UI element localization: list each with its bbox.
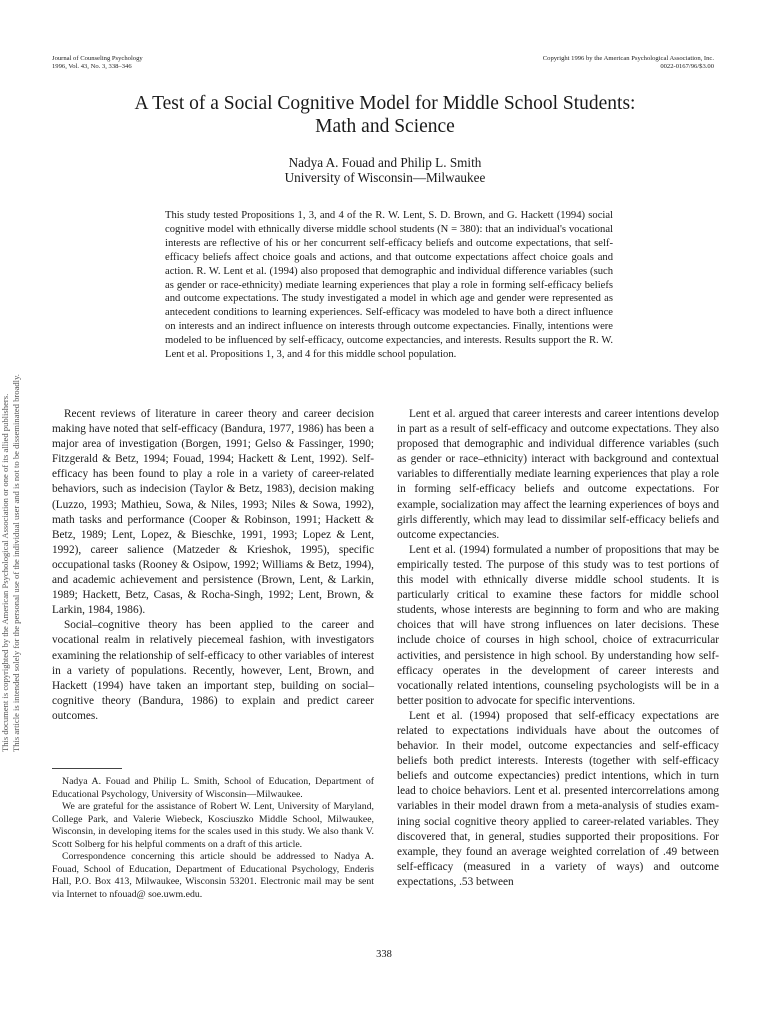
footnote-divider [52,768,122,769]
copyright-side-notice [0,52,22,752]
author-affiliation: University of Wisconsin—Milwaukee [284,170,486,185]
left-column [52,407,374,724]
page-number: 338 [376,949,392,960]
copyright-notice: Copyright 1996 by the American Psychological Association, Inc. [542,55,714,62]
article-code: 0022-0167/96/$3.00 [660,63,714,70]
body-paragraph: Lent et al. (1994) proposed that self-efficacy expectations are related to expectations individuals have about the outcomes of behavior. In their model, outcome expectancies and self-efficacy beliefs both predict interests. Interests (together with self-efficacy beliefs and outcome expectancies) predict intentions, which in turn lead to choice behaviors. Lent et al. presented intercorrelations among variables in their model drawn from a meta-analysis of studies examining social cognitive theory applied to career-related variables. They discovered that, in general, studies supported their propositions. For example, they found an average weighted correlation of .49 between self-efficacy (measured in a variety of ways) and outcome expectations, .53 between [397,709,719,888]
body-paragraph: Social–cognitive theory has been applied to the career and vocational realm in relatively piecemeal fashion, with investigators examining the relationship of self-efficacy to other variables of interest in a variety of populations. Recently, however, Lent, Brown, and Hackett (1994) have taken an important step, building on social–cognitive theory (Bandura, 1986) to explain and predict career outcomes. [52,619,374,722]
author-names: Nadya A. Fouad and Philip L. Smith [288,155,482,170]
body-paragraph: Recent reviews of literature in career theory and career decision making have noted that self-efficacy (Bandura, 1977, 1986) has been a major area of investigation (Borgen, 1991; Gelso & Fassinger, 1990; Fitzgerald & Betz, 1994; Fouad, 1994; Hackett & Lent, 1992). Self-efficacy has been found to play a role in a variety of career-related behaviors, such as indecision (Taylor & Betz, 1983), decision making (Luzzo, 1993; Mathieu, Sowa, & Niles, 1993; Niles & Sowa, 1992), math tasks and performance (Cooper & Robinson, 1991; Hackett & Betz, 1989; Lent, Lopez, & Bieschke, 1991, 1993; Lopez & Lent, 1992), career salience (Matzeder & Krieshok, 1995), specific occupational tasks (Rooney & Osipow, 1992; Williams & Betz, 1994), and academic achievement and persistence (Brown, Lent, & Larkin, 1989; Hackett, Betz, Casas, & Rocha-Singh, 1992; Lent, Brown, & Larkin, 1984, 1986). [52,408,374,617]
body-paragraph: Lent et al. (1994) formulated a number of propositions that may be empirically tested. The purpose of this study was to test portions of this model with ethnically diverse middle school students. It is particularly critical to examine these factors for middle school students, whose interests are beginning to form and who are making choices that will have strong influences on later decisions. These include choice of courses in high school, choice of extracurricular activities, and persistence in high school. By understanding how self-efficacy operates in the development of career interests and vocationally related intentions, counseling psychologists will be in a better position to advocate for specific interventions. [397,543,719,707]
abstract [165,209,613,362]
title-line-1: A Test of a Social Cognitive Model for Middle School Students: [134,93,636,114]
footnote: Correspondence concerning this article should be addressed to Nadya A. Fouad, School of Education, Department of Educational Psychology, Enderis Hall, P.O. Box 413, Milwaukee, Wisconsin 53201. Electronic mail may be sent via Internet to nfouad@ soe.uwm.edu. [52,851,374,900]
journal-header [52,55,143,71]
side-notice-line-1: This document is copyrighted by the American Psychological Association or one of its allied publishers. [0,393,10,752]
author-block [60,155,710,185]
footnote: Nadya A. Fouad and Philip L. Smith, School of Education, Department of Educational Psychology, University of Wisconsin—Milwaukee. [52,776,374,800]
journal-name: Journal of Counseling Psychology [52,55,143,62]
article-title [60,92,710,138]
body-paragraph: Lent et al. argued that career interests and career intentions develop in part as a result of self-efficacy and outcome expectations. They also proposed that demographic and individual difference variables (such as gender or race–ethnicity) interact with background and contextual variables to differentially mediate learning experiences that play a role in forming self-efficacy beliefs and outcome expectations. For example, socialization may affect the learning experiences of boys and girls differently, which may lead to dissimilar self-efficacy beliefs and outcome expectancies. [397,408,719,541]
footnote: We are grateful for the assistance of Robert W. Lent, University of Maryland, College Park, and Valerie Wiebeck, Kosciuszko Middle School, Milwaukee, Wisconsin, in developing items for the scales used in this study. We also thank V. Scott Solberg for his helpful comments on a draft of this article. [52,801,374,850]
journal-citation: 1996, Vol. 43, No. 3, 338–346 [52,63,132,70]
copyright-header [543,55,714,71]
footnotes [52,776,374,901]
right-column [397,407,719,890]
side-notice-line-2: This article is intended solely for the personal use of the individual user and is not to be disseminated broadly. [11,374,21,752]
title-line-2: Math and Science [315,116,455,137]
abstract-text: This study tested Propositions 1, 3, and 4 of the R. W. Lent, S. D. Brown, and G. Hackett (1994) social cognitive model with ethnically diverse middle school students (N = 380): that an individual's vocational interests are reflective of his or her concurrent self-efficacy beliefs and outcome expectations, that self-efficacy beliefs affect choice goals and actions, and that outcome expectations affect choice goals and action. R. W. Lent et al. (1994) also proposed that demographic and individual difference variables (such as gender or race-ethnicity) mediate learning experiences that play a role in forming self-efficacy beliefs and outcome expectations. The study investigated a model in which age and gender were represented as antecedent conditions to learning experiences. Self-efficacy was modeled to have both a direct influence on interests and an indirect influence on interests through outcome expectancies. Finally, intentions were modeled to be influenced by self-efficacy, outcome expectancies, and interests. Results support the R. W. Lent et al. Propositions 1, 3, and 4 for this middle school population. [165,210,613,361]
